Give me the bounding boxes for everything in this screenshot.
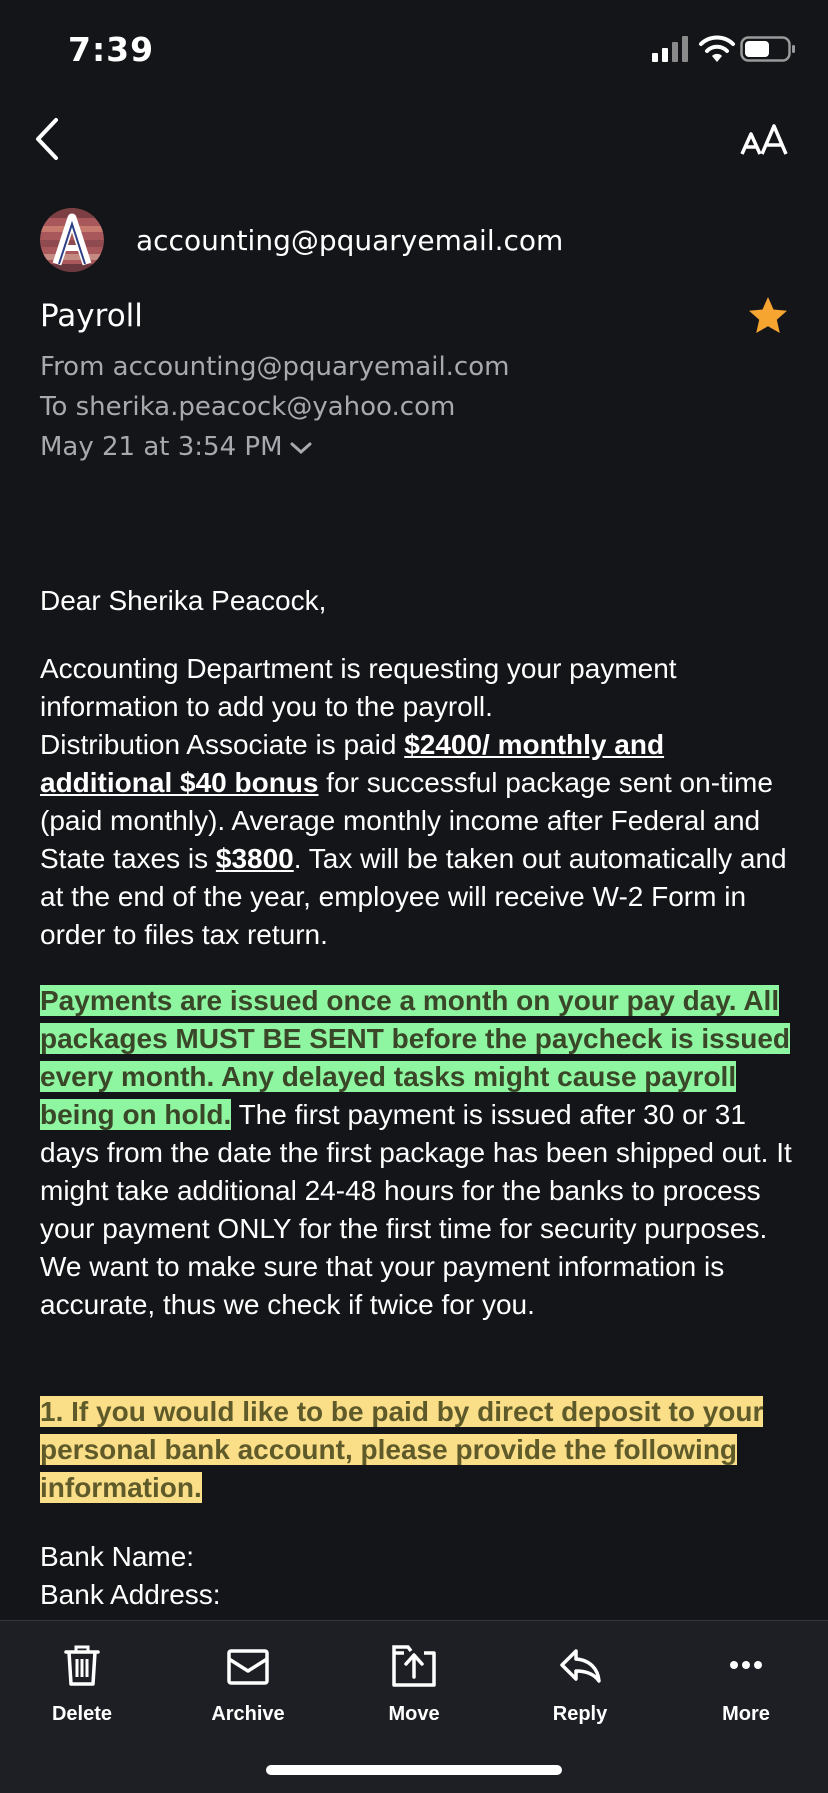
move-icon (390, 1641, 438, 1689)
trash-icon (58, 1641, 106, 1689)
bank-fields (40, 1538, 221, 1614)
paragraph-payment-schedule (40, 982, 800, 1324)
archive-icon (224, 1641, 272, 1689)
text-size-icon[interactable] (740, 120, 790, 160)
home-indicator[interactable] (266, 1765, 562, 1775)
bottom-toolbar (0, 1620, 828, 1793)
wifi-icon (698, 34, 736, 64)
paragraph-text (40, 982, 800, 1324)
date-line[interactable] (40, 432, 313, 462)
status-bar (0, 0, 828, 100)
archive-label: Archive (211, 1703, 285, 1725)
reply-icon (556, 1641, 604, 1689)
paragraph-text (40, 726, 800, 954)
paragraph-text: Accounting Department is requesting your payment information to add you to the payroll. (40, 653, 677, 722)
more-label: More (722, 1703, 770, 1725)
paragraph-text (40, 1393, 800, 1507)
bank-address-label: Bank Address: (40, 1579, 221, 1610)
more-button[interactable] (676, 1641, 816, 1726)
cellular-signal-icon (652, 36, 690, 62)
from-line: From accounting@pquaryemail.com (40, 352, 510, 382)
date-text: May 21 at 3:54 PM (40, 432, 283, 462)
email-greeting: Dear Sherika Peacock, (40, 585, 327, 616)
archive-button[interactable] (178, 1641, 318, 1726)
income-amount-text: $3800 (215, 843, 294, 874)
move-button[interactable] (344, 1641, 484, 1726)
highlighted-text-green: Payments are issued once a month on your pay day. All packages MUST BE SENT before the paycheck is issued every month. Any delayed tasks might cause payroll being on hold. (40, 985, 791, 1130)
text-span: The first payment is issued after 30 or 31 days from the date the first package has been shipped out. It might take additional 24-48 hours for the banks to process your payment ONLY for the first time for security purposes. We want to make sure that your payment information is accurate, thus we check if twice for you. (40, 1099, 792, 1320)
pay-amount-text: $2400/ monthly and additional $40 bonus (40, 729, 665, 798)
back-chevron-icon[interactable] (30, 114, 64, 164)
delete-button[interactable] (12, 1641, 152, 1726)
sender-row[interactable] (0, 200, 828, 280)
reply-label: Reply (552, 1703, 608, 1725)
to-line: To sherika.peacock@yahoo.com (40, 392, 456, 422)
more-dots-icon (722, 1641, 770, 1689)
text-span: . Tax will be taken out automatically and at the end of the year, employee will receive W-2 Form in order to files tax return. (40, 843, 787, 950)
email-subject: Payroll (40, 298, 143, 334)
sender-email[interactable]: accounting@pquaryemail.com (136, 224, 564, 257)
move-label: Move (388, 1703, 440, 1725)
text-span: for successful package sent on-time (paid monthly). Average monthly income after Federal and State taxes is (40, 767, 773, 874)
text-span: Distribution Associate is paid (40, 729, 405, 760)
bank-name-label: Bank Name: (40, 1541, 195, 1572)
chevron-down-icon[interactable] (289, 439, 313, 457)
star-icon[interactable] (746, 294, 790, 338)
paragraph-payroll-info (40, 650, 800, 954)
paragraph-direct-deposit (40, 1393, 800, 1507)
battery-icon (740, 36, 796, 62)
status-time: 7:39 (68, 30, 155, 69)
avatar-a-icon (40, 208, 104, 272)
reply-button[interactable] (510, 1641, 650, 1726)
navigation-bar (0, 100, 828, 180)
avatar (40, 208, 104, 272)
highlighted-text-yellow: 1. If you would like to be paid by direct deposit to your personal bank account, please provide the following information. (40, 1396, 764, 1503)
delete-label: Delete (51, 1703, 113, 1725)
